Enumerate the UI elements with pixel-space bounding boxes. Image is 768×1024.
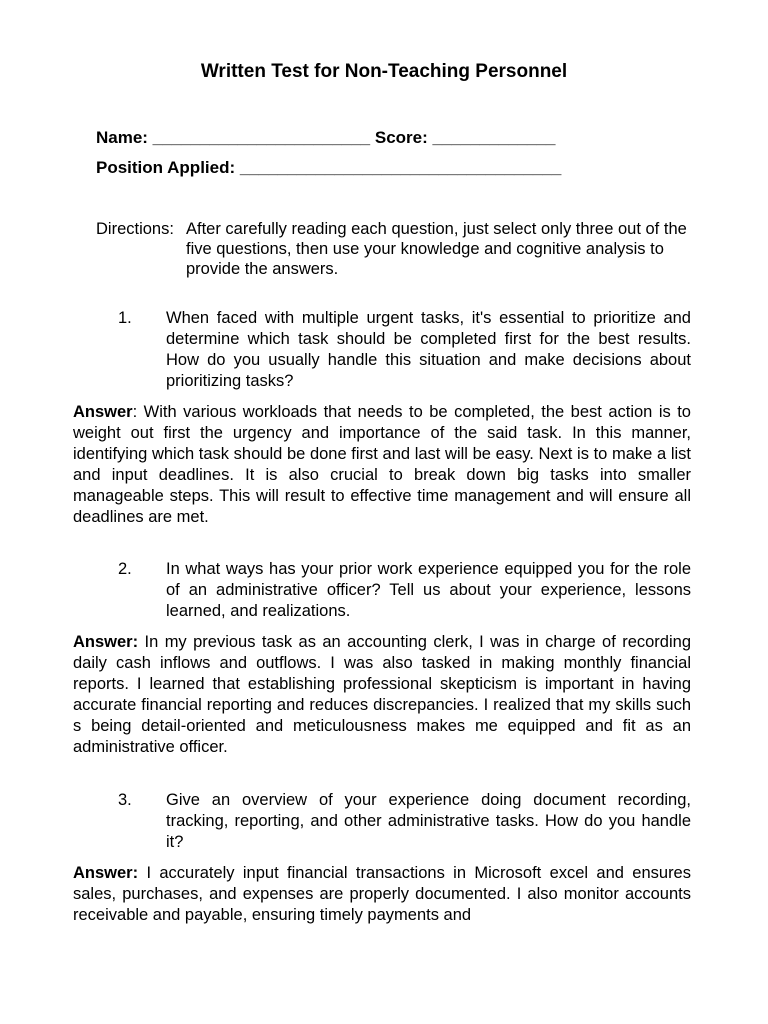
answer-2 bbox=[73, 632, 691, 758]
answer-label: Answer bbox=[73, 403, 133, 421]
question-text: When faced with multiple urgent tasks, it's essential to prioritize and determine which task should be completed first for the best results. How do you usually handle this situation and make decisions about prioritizing tasks? bbox=[166, 309, 691, 390]
position-applied-line: Position Applied: __________________________________ bbox=[96, 158, 562, 177]
question-number: 2. bbox=[118, 560, 132, 578]
answer-label: Answer: bbox=[73, 633, 139, 651]
answer-text: : With various workloads that needs to be completed, the best action is to weight out first the urgency and importance of the said task. In this manner, identifying which task should be done first and last will be easy. Next is to make a list and input deadlines. It is also crucial to break down big tasks into smaller manageable steps. This will result to effective time management and will ensure all deadlines are met. bbox=[73, 403, 691, 526]
name-score-line: Name: _______________________ Score: _____________ bbox=[96, 128, 556, 147]
directions-label: Directions: bbox=[96, 220, 174, 238]
answer-label: Answer: bbox=[73, 864, 139, 882]
answer-text: In my previous task as an accounting clerk, I was in charge of recording daily cash inflows and outflows. I was also tasked in making monthly financial reports. I learned that establishing professional skepticism is important in having accurate financial reporting and reduces discrepancies. I realized that my skills such s being detail-oriented and meticulousness makes me equipped and fit as an administrative officer. bbox=[73, 633, 691, 756]
question-number: 3. bbox=[118, 791, 132, 809]
question-text: In what ways has your prior work experience equipped you for the role of an administrative officer? Tell us about your experience, lessons learned, and realizations. bbox=[166, 560, 691, 620]
question-text: Give an overview of your experience doing document recording, tracking, reporting, and other administrative tasks. How do you handle it? bbox=[166, 791, 691, 851]
question-number: 1. bbox=[118, 309, 132, 327]
answer-3 bbox=[73, 863, 691, 926]
answer-1 bbox=[73, 402, 691, 528]
answer-text: I accurately input financial transactions in Microsoft excel and ensures sales, purchases, and expenses are properly documented. I also monitor accounts receivable and payable, ensuring timely payments and bbox=[73, 864, 691, 924]
document-title: Written Test for Non-Teaching Personnel bbox=[200, 61, 568, 82]
directions-text: After carefully reading each question, just select only three out of the five questions, then use your knowledge and cognitive analysis to provide the answers. bbox=[186, 220, 687, 278]
